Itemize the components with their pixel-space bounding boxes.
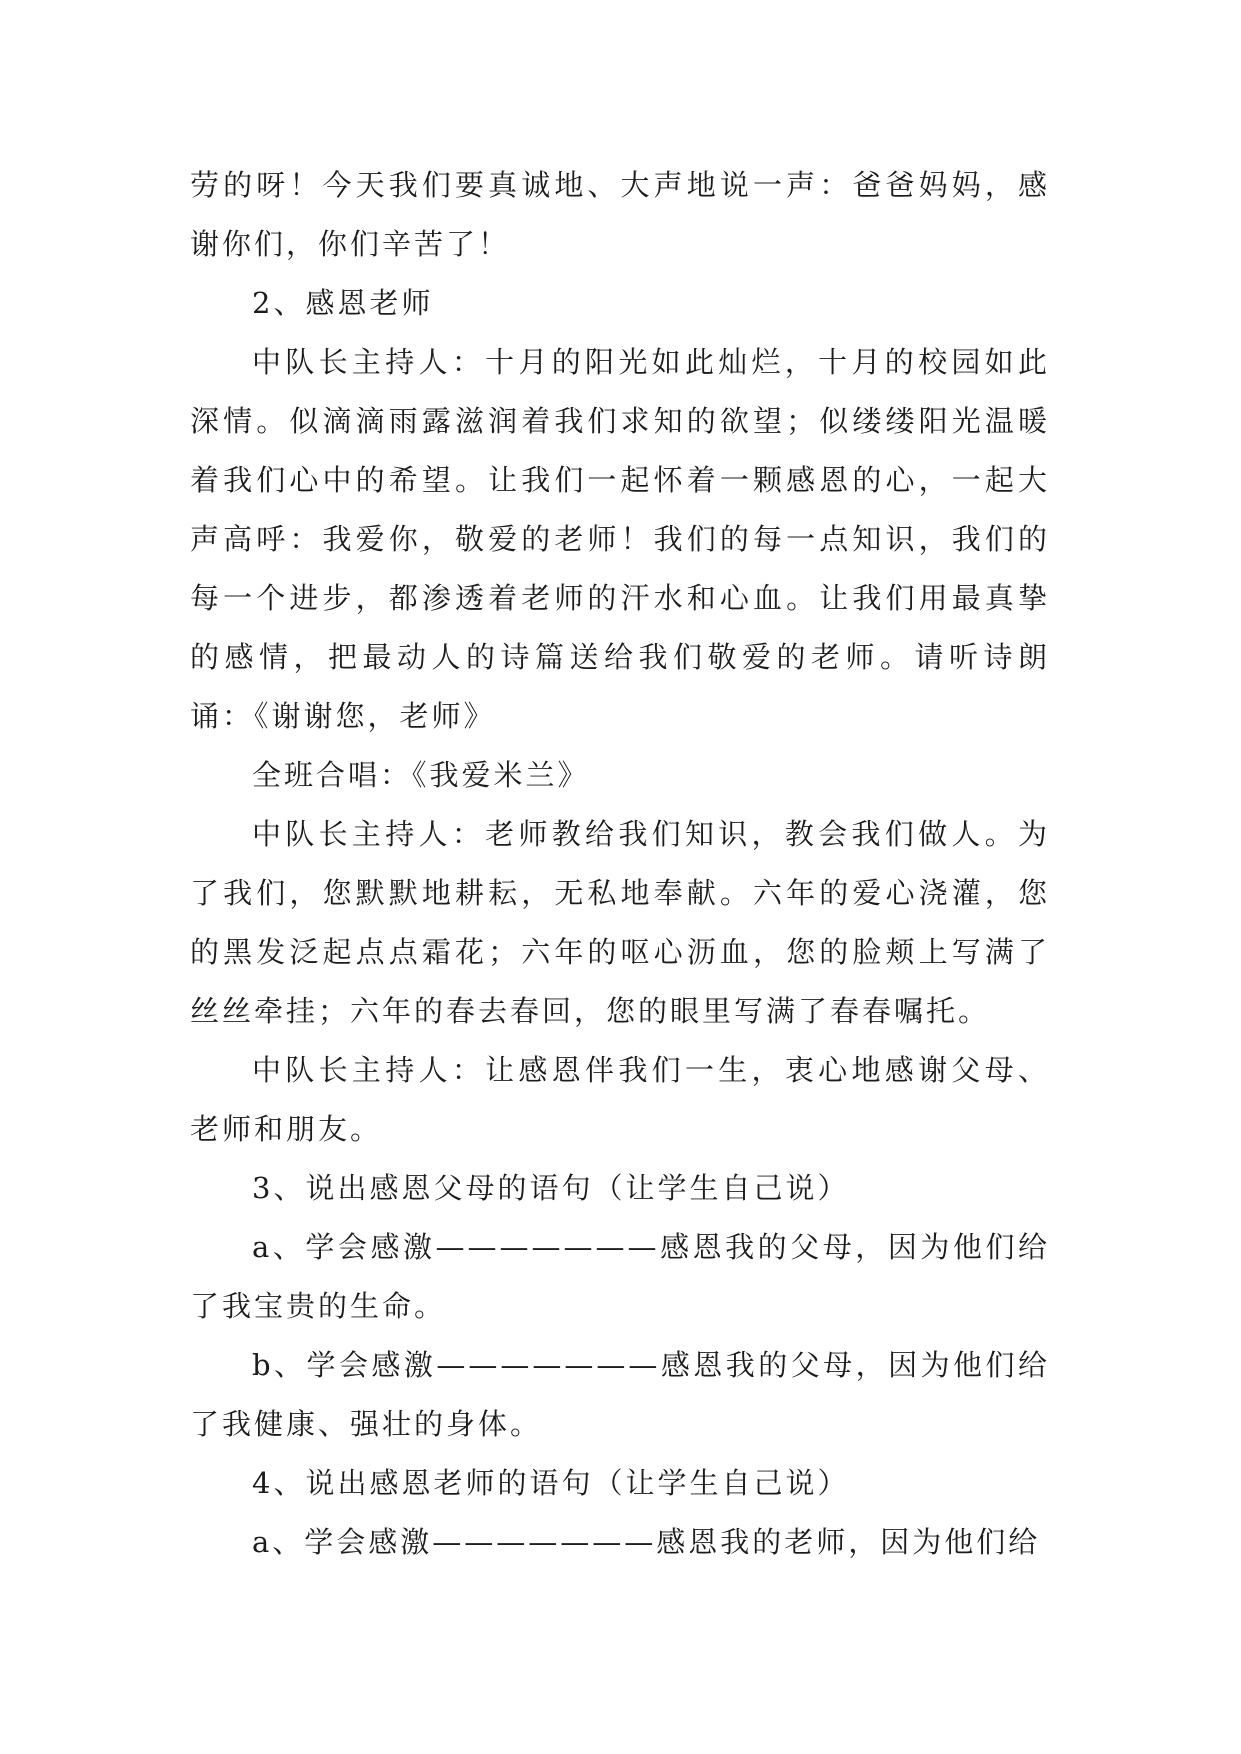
paragraph-host-speech-3: 中队长主持人：让感恩伴我们一生，衷心地感谢父母、老师和朋友。	[190, 1053, 1050, 1146]
list-item-parents-a: a、学会感激———————感恩我的父母，因为他们给了我宝贵的生命。	[190, 1230, 1050, 1323]
list-item-parents-b: b、学会感激———————感恩我的父母，因为他们给了我健康、强壮的身体。	[190, 1348, 1050, 1441]
heading-teachers-sentences: 4、说出感恩老师的语句（让学生自己说）	[252, 1466, 850, 1500]
paragraph-host-speech-1: 中队长主持人：十月的阳光如此灿烂，十月的校园如此深情。似滴滴雨露滋润着我们求知的欲望；似缕缕阳光温暖着我们心中的希望。让我们一起怀着一颗感恩的心，一起大声高呼：我爱你，敬爱的老师！我们的每一点知识，我们的每一个进步，都渗透着老师的汗水和心血。让我们用最真挚的感情，把最动人的诗篇送给我们敬爱的老师。请听诗朗诵：《谢谢您，老师》	[190, 345, 1050, 733]
paragraph-class-chorus: 全班合唱：《我爱米兰》	[252, 758, 590, 792]
heading-thank-teachers: 2、感恩老师	[252, 286, 434, 320]
paragraph-host-speech-2: 中队长主持人：老师教给我们知识，教会我们做人。为了我们，您默默地耕耘，无私地奉献。六年的爱心浇灌，您的黑发泛起点点霜花；六年的呕心沥血，您的脸颊上写满了丝丝牵挂；六年的春去春回，您的眼里写满了春春嘱托。	[190, 817, 1050, 1028]
list-item-teachers-a: a、学会感激———————感恩我的老师，因为他们给	[252, 1525, 1041, 1559]
heading-parents-sentences: 3、说出感恩父母的语句（让学生自己说）	[252, 1171, 850, 1205]
paragraph-thanks-parents-end: 劳的呀！今天我们要真诚地、大声地说一声：爸爸妈妈，感谢你们，你们辛苦了！	[190, 168, 1050, 261]
document-body	[190, 156, 1050, 1572]
